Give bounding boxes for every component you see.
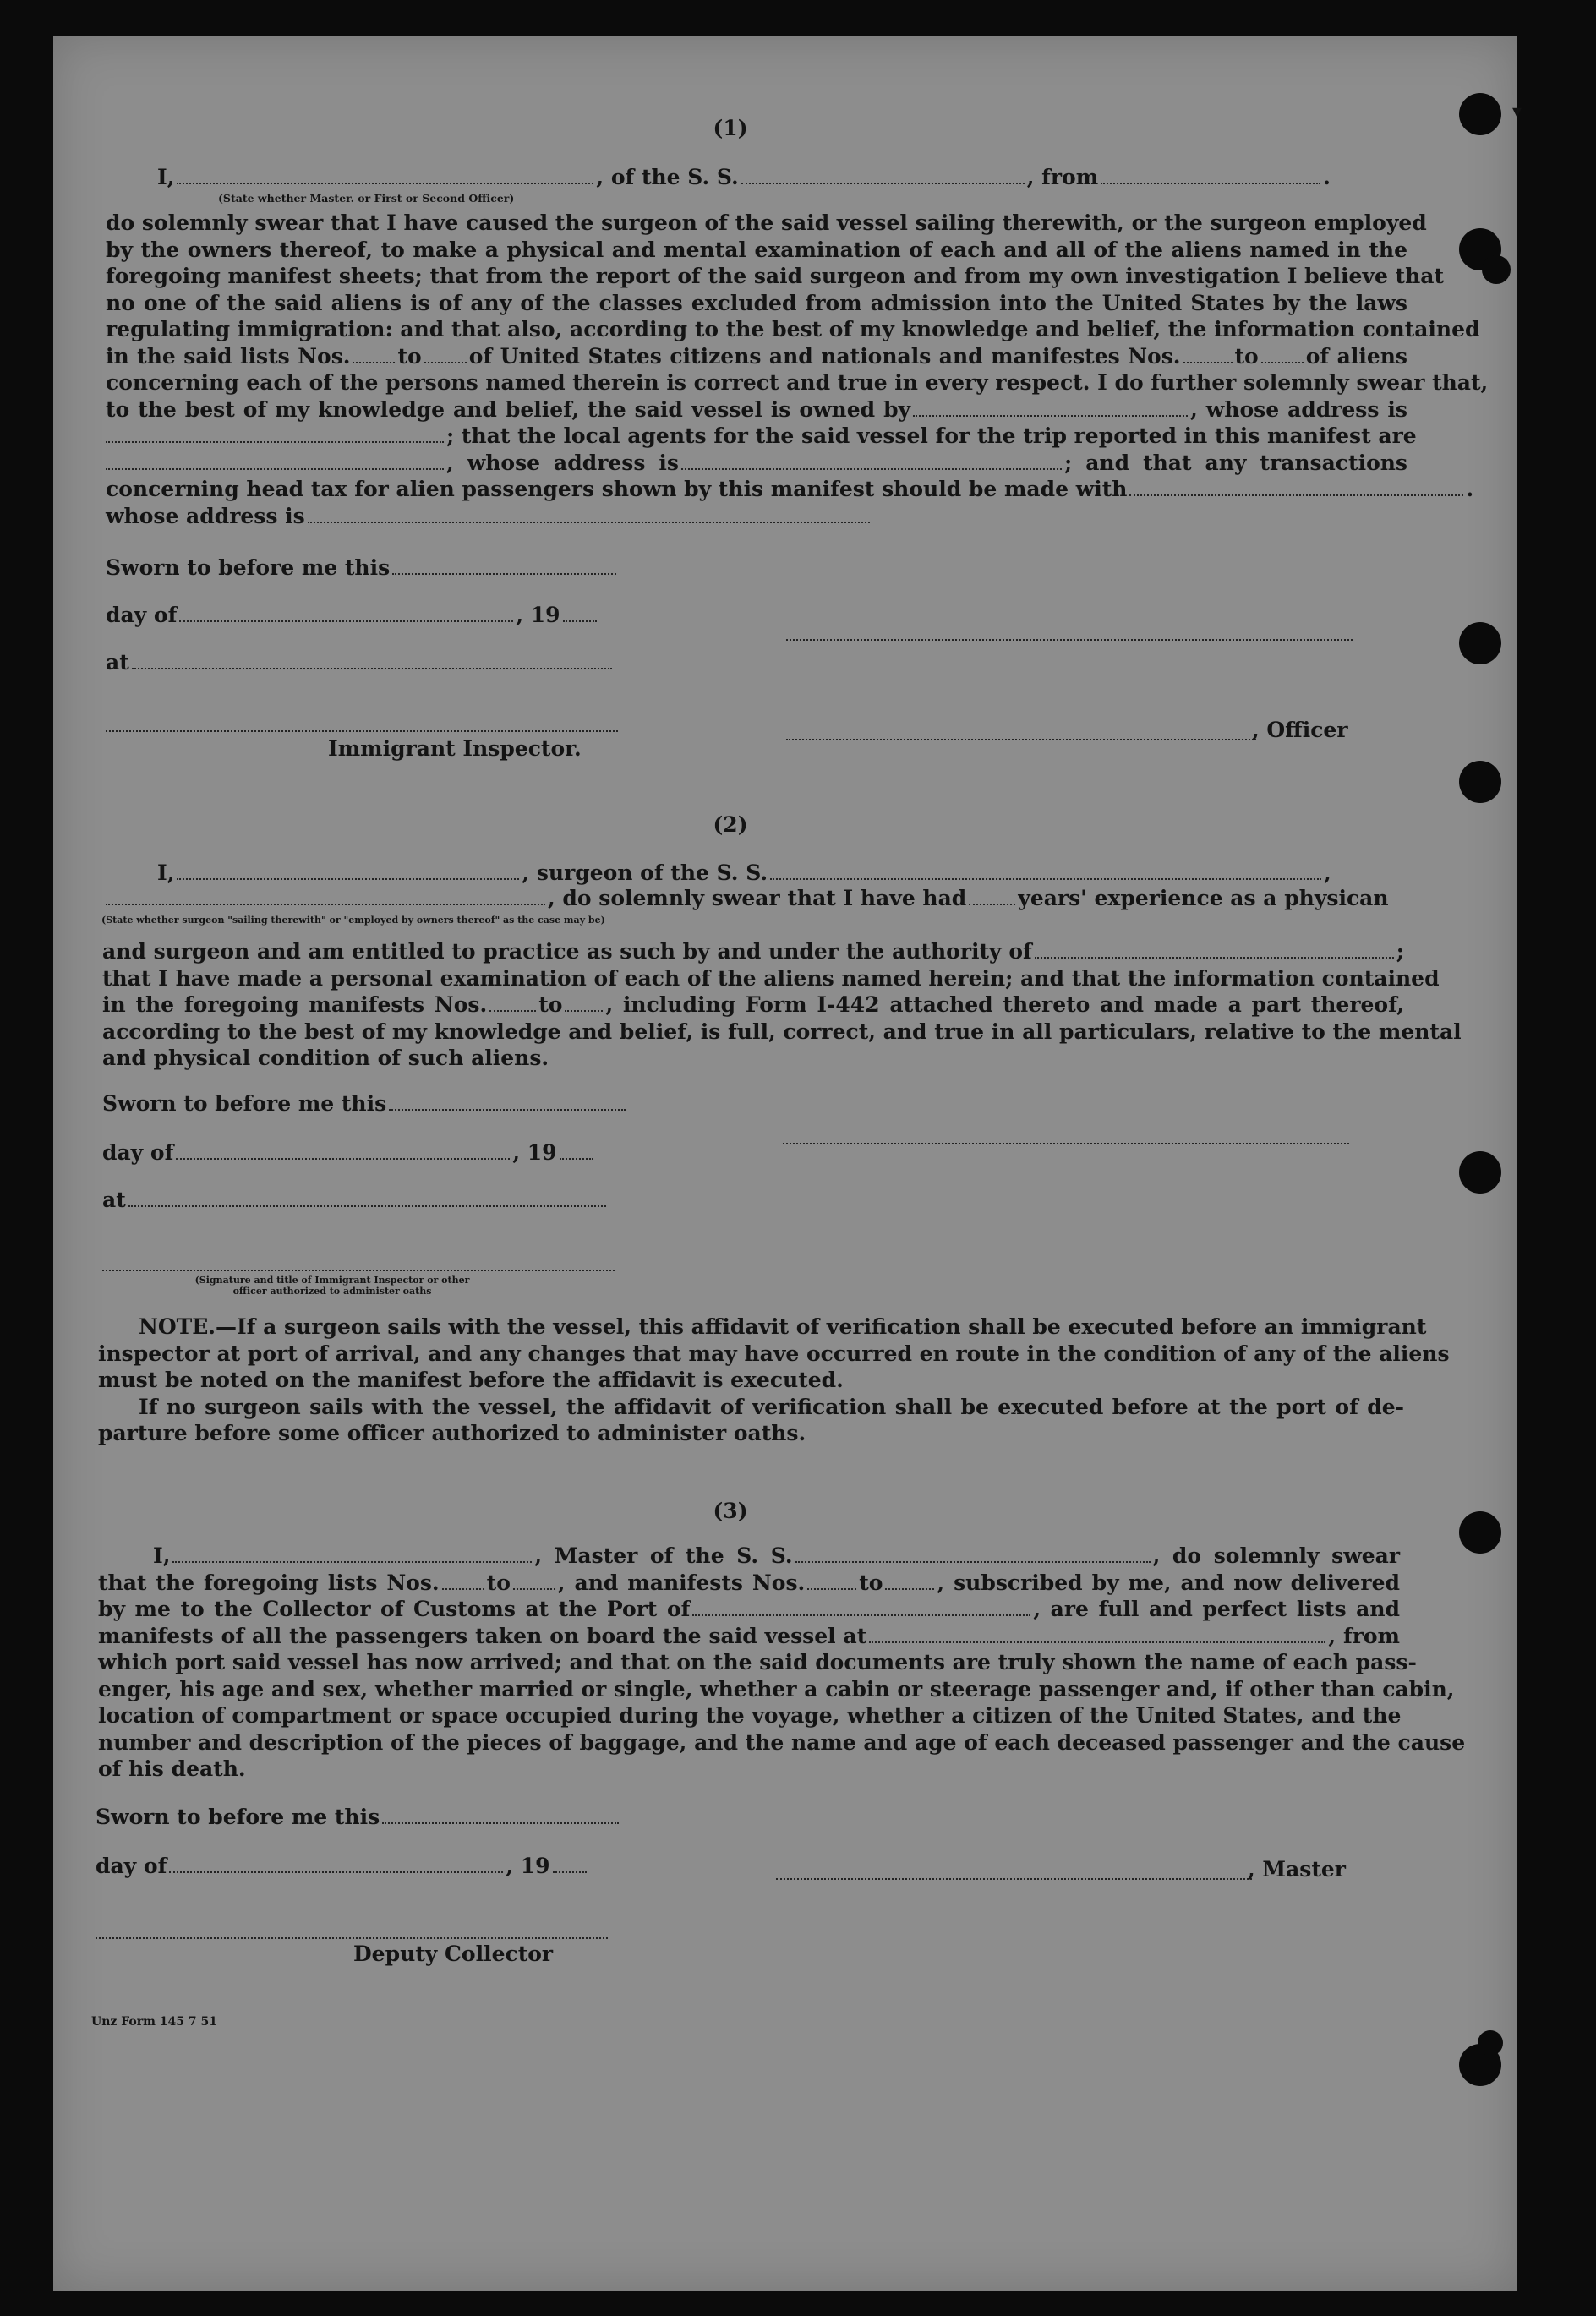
s2-sworn: Sworn to before me this (102, 1090, 628, 1117)
s1-sworn: Sworn to before me this (106, 554, 619, 582)
s3-deputy: Deputy Collector (353, 1942, 554, 1966)
form-id: Unz Form 145 7 51 (91, 2015, 217, 2029)
section-2-number: (2) (713, 812, 748, 837)
punch-hole-6 (1459, 1511, 1501, 1554)
s2-caption: (State whether surgeon "sailing therewith" or "employed by owners thereof" as the case may be) (101, 915, 605, 926)
punch-hole-4 (1459, 761, 1501, 803)
punch-hole-9 (1478, 2030, 1503, 2056)
s3-body: I, , Master of the S. S. , do solemnly swear that the foregoing lists Nos. to , and manifests Nos. to , subscribed by me, and now delivered by me to the Collector of Customs at the Port of , are full and perfect lists and manifests of all the passengers taken on board the said vessel at , from which port said vessel has now arrived; and that on the said documents are truly shown the name of each pass- enger, his age and sex, whether married or single, whether a cabin or steerage passenger and, if other than cabin, location of compartment or space occupied during the voyage, whether a citizen of the United States, and the number and description of the pieces of baggage, and the name and age of each deceased passenger and the cause of his death. (98, 1543, 1466, 1781)
s1-line1: I, , of the S. S. , from . (157, 165, 1331, 189)
s1-officer-sig-line[interactable] (786, 739, 1256, 740)
s2-sig-caption-1: (Signature and title of Immigrant Inspector or other (194, 1275, 470, 1286)
section-3-number: (3) (713, 1499, 748, 1523)
s2-at: at (102, 1187, 609, 1214)
s2-day-of: day of , 19 (102, 1139, 596, 1166)
s1-day-of: day of , 19 (106, 602, 599, 629)
punch-hole-5 (1459, 1151, 1501, 1194)
s3-sworn: Sworn to before me this (96, 1804, 621, 1831)
s1-body: do solemnly swear that I have caused the surgeon of the said vessel sailing therewith, or the surgeon employed by the owners thereof, to make a physical and mental examination of each and all of the aliens named in the foregoing manifest sheets; that from the report of the said surgeon and from my own investigation I believe that no one of the said aliens is of any of the classes excluded from admission into the United States by the laws regulating immigration: and that also, according to the best of my knowledge and belief, the information contained in the said lists Nos. to of United States citizens and nationals and manifestes Nos. to of aliens concerning each of the persons named therein is correct and true in every respect. I do further solemnly swear that, to the best of my knowledge and belief, the said vessel is owned by , whose address is ; that the local agents for the said vessel for the trip reported in this manifest are , whose address is ; and that any transactions concerning head tax for alien passengers shown by this manifest should be made with . whose address is (106, 210, 1489, 528)
s2-sig-caption-2: officer authorized to administer oaths (232, 1286, 432, 1297)
edge-mark: ▾ (1512, 101, 1522, 123)
section-1-number: (1) (713, 116, 748, 140)
s3-deputy-sig-line[interactable] (96, 1937, 608, 1939)
s2-note: NOTE.—If a surgeon sails with the vessel, this affidavit of verification shall be executed before an immigrant inspector at port of arrival, and any changes that may have occurred en route in the condition of any of the aliens must be noted on the manifest before the affidavit is executed. If no surgeon sails with the vessel, the affidavit of verification shall be executed before at the port of de- parture before some officer authorized to administer oaths. (98, 1314, 1450, 1445)
punch-hole-1 (1459, 93, 1501, 135)
s1-officer: , Officer (1252, 718, 1348, 742)
s1-at: at (106, 649, 615, 676)
s1-inspector: Immigrant Inspector. (328, 736, 582, 761)
form-sheet (53, 36, 1522, 2291)
s2-body: and surgeon and am entitled to practice as such by and under the authority of ; that I have made a personal examination of each of the aliens named herein; and that the information contained in the foregoing manifests Nos. to , including Form I-442 attached thereto and made a part thereof, according to the best of my knowledge and belief, is full, correct, and true in all particulars, relative to the mental and physical condition of such aliens. (102, 939, 1462, 1070)
s2-sig-line-right[interactable] (783, 1143, 1349, 1144)
punch-hole-3 (1459, 622, 1501, 664)
s2-sig-line-left[interactable] (102, 1270, 615, 1271)
punch-hole-8 (1482, 255, 1511, 284)
s1-inspector-sig-line[interactable] (106, 730, 618, 732)
s3-master: , Master (1248, 1857, 1346, 1882)
s2-line1: I, , surgeon of the S. S. , (157, 860, 1331, 885)
s3-master-sig-line[interactable] (776, 1878, 1252, 1880)
s1-officer-sig-line-top[interactable] (786, 639, 1353, 641)
s1-caption: (State whether Master. or First or Second Officer) (218, 192, 515, 205)
s2-line2: , do solemnly swear that I have had years' experience as a physican (106, 885, 1389, 912)
s3-day-of: day of , 19 (96, 1853, 589, 1880)
